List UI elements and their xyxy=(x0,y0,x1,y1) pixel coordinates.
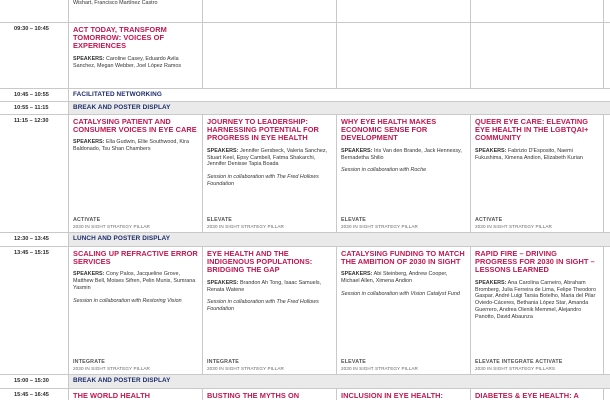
schedule-row-networking xyxy=(0,88,610,101)
session-title: CATALYSING FUNDING TO MATCH THE AMBITION OF 2030 IN SIGHT xyxy=(341,249,465,267)
time-slot: 12:30 – 13:45 xyxy=(14,236,49,242)
schedule-row-8 xyxy=(0,388,610,400)
speakers-names: Cony Palos, Jacqueline Grove, Matthew Bell, Moises Sifren, Pelin Munis, Sumrana Yasmin xyxy=(73,271,196,292)
session-speakers xyxy=(207,148,332,169)
session-collaboration: Session in collaboration with Restoring Vision xyxy=(73,298,182,305)
speakers-label: SPEAKERS: xyxy=(475,279,507,286)
time-slot: 15:00 – 15:30 xyxy=(14,378,49,384)
speakers-names: Jennifer Gersbeck, Valeria Sanchez, Stuart Keel, Epsy Cambell, Fatma Shakarchi, Jennifer Denisse Tapia Boada xyxy=(207,147,328,168)
break-band xyxy=(68,102,610,114)
band-label: FACILITATED NETWORKING xyxy=(73,91,162,98)
session-cell xyxy=(202,115,336,233)
session-speakers xyxy=(341,271,466,285)
session-speakers xyxy=(207,280,332,294)
strategy-pillar xyxy=(341,217,418,229)
networking-band xyxy=(68,89,610,101)
session-speakers xyxy=(341,148,466,162)
pillar-note: 2030 IN SIGHT STRATEGY PILLARS xyxy=(475,366,556,371)
session-title: QUEER EYE CARE: ELEVATING EYE HEALTH IN THE LGBTQAI+ COMMUNITY xyxy=(475,117,589,143)
session-cell xyxy=(470,389,604,400)
pillar-note: 2030 IN SIGHT STRATEGY PILLAR xyxy=(341,366,418,371)
pillar-note: 2030 IN SIGHT STRATEGY PILLAR xyxy=(207,366,284,371)
schedule-row-4 xyxy=(0,114,610,232)
strategy-pillar xyxy=(475,217,552,229)
session-cell-empty xyxy=(202,23,336,89)
time-slot: 15:45 – 16:45 xyxy=(14,392,49,398)
session-speakers xyxy=(73,271,198,292)
schedule-row-lunch xyxy=(0,232,610,246)
session-cell xyxy=(68,389,202,400)
pillar-name: ELEVATE xyxy=(341,359,367,365)
pillar-note: 2030 IN SIGHT STRATEGY PILLAR xyxy=(341,224,418,229)
session-title: INCLUSION IN EYE HEALTH: xyxy=(341,391,444,400)
session-title: JOURNEY TO LEADERSHIP: HARNESSING POTENTIAL FOR PROGRESS IN EYE HEALTH xyxy=(207,117,319,143)
session-speakers xyxy=(475,280,599,321)
time-slot: 09:30 – 10:45 xyxy=(14,26,49,32)
session-cell-empty xyxy=(336,0,470,22)
speakers-names: Iris Van den Brande, Jack Hennessy, Bernadetha Shilio xyxy=(341,147,462,161)
time-slot: 11:15 – 12:30 xyxy=(14,118,49,124)
time-slot: 13:45 – 15:15 xyxy=(14,250,49,256)
time-slot: 10:55 – 11:15 xyxy=(14,105,49,111)
session-cell xyxy=(470,115,604,233)
pillar-name: INTEGRATE xyxy=(73,359,106,365)
pillar-note: 2030 IN SIGHT STRATEGY PILLAR xyxy=(73,224,150,229)
pillar-note: 2030 IN SIGHT STRATEGY PILLAR xyxy=(475,224,552,229)
strategy-pillar xyxy=(341,359,418,371)
session-title: SCALING UP REFRACTIVE ERROR SERVICES xyxy=(73,249,198,267)
session-cell-empty xyxy=(202,0,336,22)
schedule-row-6 xyxy=(0,246,610,374)
band-label: BREAK AND POSTER DISPLAY xyxy=(73,104,171,111)
session-cell xyxy=(68,0,202,22)
strategy-pillar xyxy=(73,217,150,229)
strategy-pillar xyxy=(475,359,563,371)
session-title: DIABETES & EYE HEALTH: A xyxy=(475,391,579,400)
speakers-label: SPEAKERS: xyxy=(73,271,105,278)
time-slot: 10:45 – 10:55 xyxy=(14,92,49,98)
session-cell xyxy=(68,23,202,89)
session-title: CATALYSING PATIENT AND CONSUMER VOICES IN EYE CARE xyxy=(73,117,197,135)
speakers-label: SPEAKERS: xyxy=(73,55,105,62)
session-speakers xyxy=(475,148,599,162)
session-title: BUSTING THE MYTHS ON xyxy=(207,391,300,400)
pillar-name: INTEGRATE xyxy=(207,359,240,365)
session-cell xyxy=(470,247,604,375)
speakers-names: Abi Steinberg, Andrew Cooper, Michael Allen, Ximena Andion xyxy=(341,271,448,285)
session-title: WHY EYE HEALTH MAKES ECONOMIC SENSE FOR DEVELOPMENT xyxy=(341,117,437,143)
schedule-row-0 xyxy=(0,0,610,22)
session-collaboration: Session in collaboration with Vision Catalyst Fund xyxy=(341,291,460,298)
session-collaboration: Session in collaboration with The Fred Hollows Foundation xyxy=(207,174,319,188)
session-title: ACT TODAY, TRANSFORM TOMORROW: VOICES OF EXPERIENCES xyxy=(73,25,167,51)
session-title: EYE HEALTH AND THE INDIGENOUS POPULATIONS: BRIDGING THE GAP xyxy=(207,249,313,275)
session-speakers xyxy=(73,0,198,7)
speakers-names: Brandon Ah Tong, Isaac Samuels, Renata Watene xyxy=(207,279,322,293)
speakers-names: Fabrizio D'Esposito, Naemi Fukushima, Ximena Andion, Elizabeth Kurian xyxy=(475,147,583,161)
band-label: BREAK AND POSTER DISPLAY xyxy=(73,377,171,384)
strategy-pillar xyxy=(207,217,284,229)
session-speakers xyxy=(73,139,198,153)
speakers-names: Wishart, Francisco Martínez Castro xyxy=(73,0,158,6)
pillar-note: 2030 IN SIGHT STRATEGY PILLAR xyxy=(207,224,284,229)
schedule-row-break-2 xyxy=(0,374,610,388)
session-cell xyxy=(336,115,470,233)
session-cell xyxy=(336,389,470,400)
speakers-label: SPEAKERS: xyxy=(207,147,239,154)
session-speakers xyxy=(73,56,198,70)
speakers-label: SPEAKERS: xyxy=(73,139,105,146)
session-cell xyxy=(202,247,336,375)
session-cell-empty xyxy=(470,0,604,22)
session-cell xyxy=(336,247,470,375)
strategy-pillar xyxy=(73,359,150,371)
pillar-name: ELEVATE INTEGRATE ACTIVATE xyxy=(475,359,563,365)
session-collaboration: Session in collaboration with The Fred Hollows Foundation xyxy=(207,299,319,313)
pillar-note: 2030 IN SIGHT STRATEGY PILLAR xyxy=(73,366,150,371)
speakers-names: Ella Gudwin, Ellie Southwood, Kira Baldonado, Tsu Shan Chambers xyxy=(73,139,189,153)
speakers-label: SPEAKERS: xyxy=(475,147,507,154)
pillar-name: ELEVATE xyxy=(207,217,233,223)
session-cell-empty xyxy=(470,23,604,89)
schedule-row-break xyxy=(0,101,610,114)
session-cell xyxy=(202,389,336,400)
speakers-names: Caroline Casey, Eduardo Avila Sanchez, Megan Webber, Joel López Ramos xyxy=(73,55,182,69)
speakers-names: Ana Carolina Carneiro, Abraham Bromberg, Julia Ferreira de Lima, Felipe Theodoro Gaspar, André Luigi Tarsia Botelho, Maria del Pilar Oviedo-Cáceres, Bethania López Star, Amanda Guerrero, Andrea Olenik Memmel, Alejandro Panotto, David Abaunza xyxy=(475,279,596,321)
break-band xyxy=(68,375,610,388)
lunch-band xyxy=(68,233,610,246)
pillar-name: ELEVATE xyxy=(341,217,367,223)
session-cell xyxy=(68,115,202,233)
pillar-name: ACTIVATE xyxy=(73,217,101,223)
session-title: RAPID FIRE – DRIVING PROGRESS FOR 2030 IN SIGHT – LESSONS LEARNED xyxy=(475,249,595,275)
schedule-row-1 xyxy=(0,22,610,88)
strategy-pillar xyxy=(207,359,284,371)
band-label: LUNCH AND POSTER DISPLAY xyxy=(73,235,171,242)
speakers-label: SPEAKERS: xyxy=(207,279,239,286)
speakers-label: SPEAKERS: xyxy=(341,271,373,278)
speakers-label: SPEAKERS: xyxy=(341,147,373,154)
session-cell xyxy=(68,247,202,375)
pillar-name: ACTIVATE xyxy=(475,217,503,223)
session-title: THE WORLD HEALTH xyxy=(73,391,151,400)
session-cell-empty xyxy=(336,23,470,89)
session-collaboration: Session in collaboration with Roche xyxy=(341,167,427,174)
